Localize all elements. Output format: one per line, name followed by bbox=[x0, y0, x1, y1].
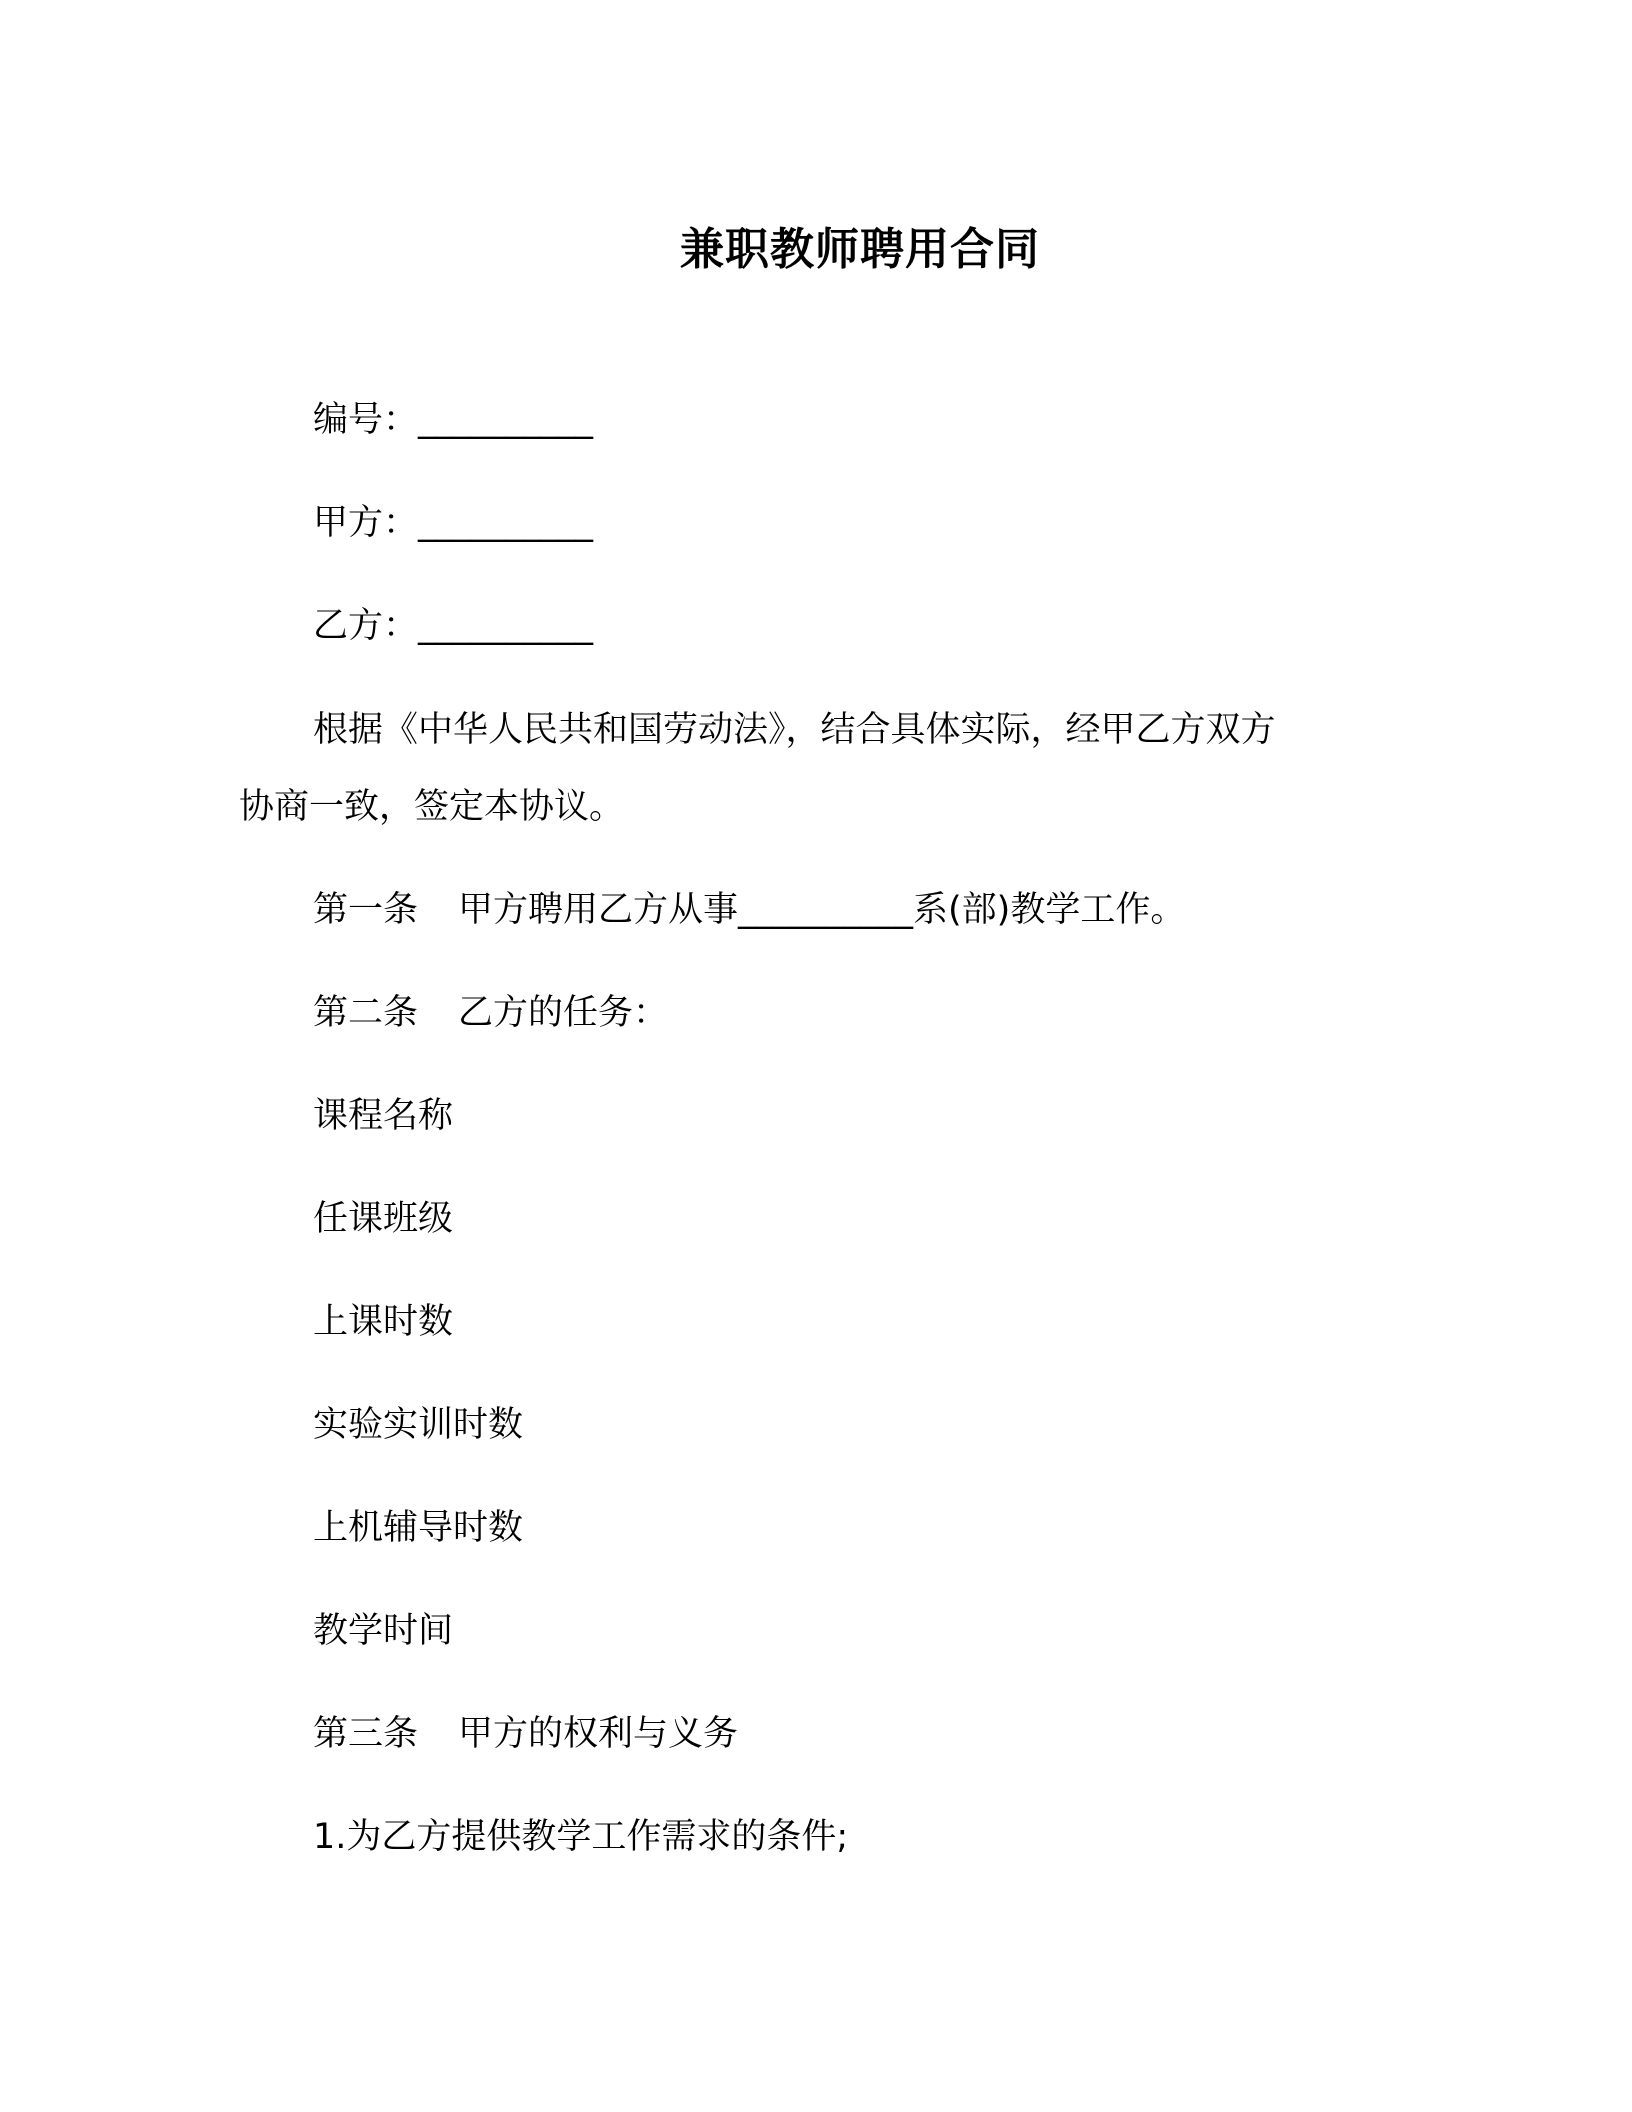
preamble-line-1: 根据《中华人民共和国劳动法》，结合具体实际，经甲乙方双方 bbox=[313, 710, 1276, 750]
article-3-item-1: 1.为乙方提供教学工作需求的条件; bbox=[313, 1817, 849, 1857]
party-a-line bbox=[313, 499, 593, 547]
preamble-line-2: 协商一致，签定本协议。 bbox=[239, 787, 625, 827]
task-item-course-name: 课程名称 bbox=[313, 1096, 454, 1136]
article-3-text: 甲方的权利与义务 bbox=[458, 1714, 739, 1754]
contract-number-line bbox=[313, 396, 593, 444]
article-2-number: 第二条 bbox=[313, 993, 419, 1033]
article-1 bbox=[313, 886, 1185, 934]
article-2 bbox=[313, 989, 668, 1037]
party-b-label: 乙方： bbox=[313, 606, 419, 646]
article-1-text-before: 甲方聘用乙方从事 bbox=[458, 890, 739, 930]
article-3-number: 第三条 bbox=[313, 1714, 419, 1754]
task-item-computer-tutoring-hours: 上机辅导时数 bbox=[313, 1508, 524, 1548]
task-item-teaching-time: 教学时间 bbox=[313, 1611, 454, 1651]
article-3 bbox=[313, 1710, 738, 1758]
contract-number-blank: __________ bbox=[418, 400, 594, 440]
party-a-label: 甲方： bbox=[313, 503, 419, 543]
task-item-classes: 任课班级 bbox=[313, 1199, 454, 1239]
task-item-class-hours: 上课时数 bbox=[313, 1302, 454, 1342]
contract-title: 兼职教师聘用合同 bbox=[680, 224, 1040, 275]
contract-number-label: 编号： bbox=[313, 400, 419, 440]
article-1-text-after: 系(部)教学工作。 bbox=[913, 890, 1186, 930]
article-2-text: 乙方的任务： bbox=[458, 993, 669, 1033]
party-b-blank: __________ bbox=[418, 606, 594, 646]
party-b-line bbox=[313, 602, 593, 650]
party-a-blank: __________ bbox=[418, 503, 594, 543]
article-1-blank: __________ bbox=[738, 890, 914, 930]
task-item-lab-hours: 实验实训时数 bbox=[313, 1405, 524, 1445]
article-1-number: 第一条 bbox=[313, 890, 419, 930]
